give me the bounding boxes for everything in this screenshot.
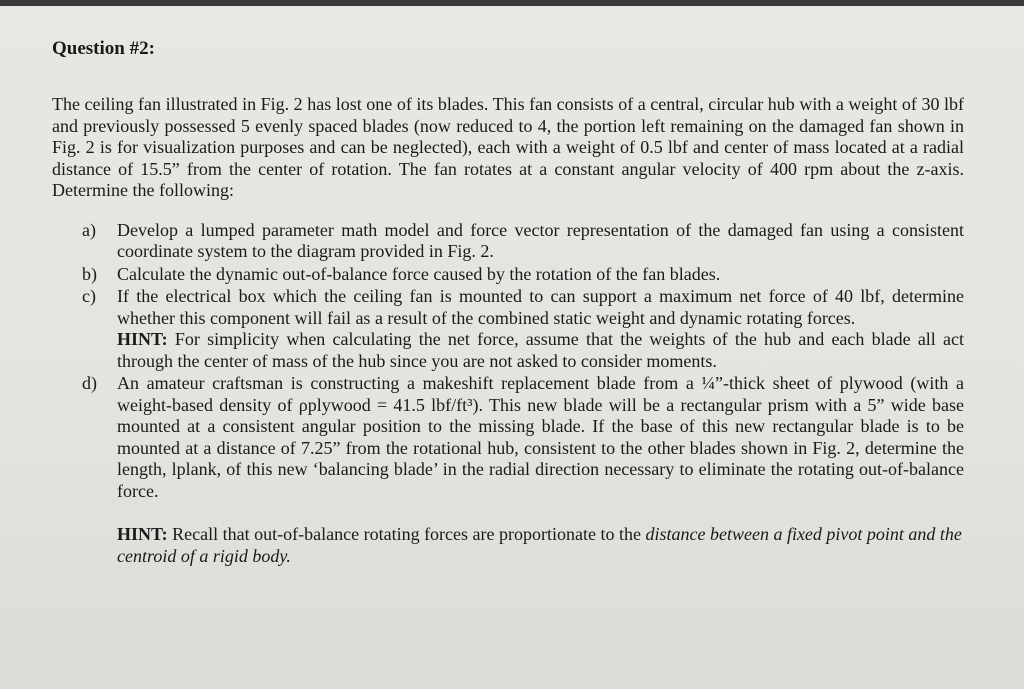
part-d bbox=[82, 373, 964, 502]
part-b-label: b) bbox=[82, 263, 97, 284]
part-c-hint-label: HINT: bbox=[117, 329, 168, 349]
part-a-label: a) bbox=[82, 219, 96, 240]
part-a bbox=[82, 220, 964, 263]
part-d-label: d) bbox=[82, 373, 97, 393]
part-c-body bbox=[117, 286, 964, 372]
part-c-hint-text: For simplicity when calculating the net force, assume that the weights of the hub and each blade all act through the center of mass of the hub since you are not asked to consider moments. bbox=[117, 329, 964, 371]
final-hint-italic: distance between a fixed pivot point and the centroid of a rigid body. bbox=[117, 524, 962, 566]
part-a-text: Develop a lumped parameter math model and force vector representation of the damaged fan using a consistent coordinate system to the diagram provided in Fig. 2. bbox=[117, 219, 964, 261]
part-d-text: An amateur craftsman is constructing a makeshift replacement blade from a ¼”-thick sheet of plywood (with a weight-based density of ρplywood = 41.5 lbf/ft³). This new blade will be a rectangular prism with a 5” wide base mounted at a consistent angular position to the missing blade. If the base of this new rectangular blade is to be mounted at a distance of 7.25” from the rotational hub, consistent to the other blades shown in Fig. 2, determine the length, lplank, of this new ‘balancing blade’ in the radial direction necessary to eliminate the rotating out-of-balance force. bbox=[117, 373, 964, 501]
part-c-label: c) bbox=[82, 286, 96, 306]
final-hint bbox=[52, 524, 964, 567]
part-b bbox=[82, 264, 964, 286]
final-hint-label: HINT: bbox=[117, 524, 168, 544]
top-edge bbox=[0, 0, 1024, 6]
question-intro: The ceiling fan illustrated in Fig. 2 has lost one of its blades. This fan consists of a central, circular hub with a weight of 30 lbf and previously possessed 5 evenly spaced blades (now reduced to 4, the portion left remaining on the damaged fan shown in Fig. 2 is for visualization purposes and can be neglected), each with a weight of 0.5 lbf and center of mass located at a radial distance of 15.5” from the center of rotation. The fan rotates at a constant angular velocity of 400 rpm about the z-axis. Determine the following: bbox=[52, 94, 964, 200]
final-hint-text: Recall that out-of-balance rotating forces are proportionate to the bbox=[172, 524, 641, 544]
part-c-text: If the electrical box which the ceiling fan is mounted to can support a maximum net force of 40 lbf, determine whether this component will fail as a result of the combined static weight and dynamic rotating forces. bbox=[117, 286, 964, 328]
question-page bbox=[52, 38, 964, 567]
question-title: Question #2: bbox=[52, 38, 155, 59]
part-c bbox=[82, 286, 964, 372]
part-b-text: Calculate the dynamic out-of-balance force caused by the rotation of the fan blades. bbox=[117, 263, 721, 284]
part-c-hint bbox=[117, 329, 964, 372]
question-parts bbox=[52, 220, 964, 503]
